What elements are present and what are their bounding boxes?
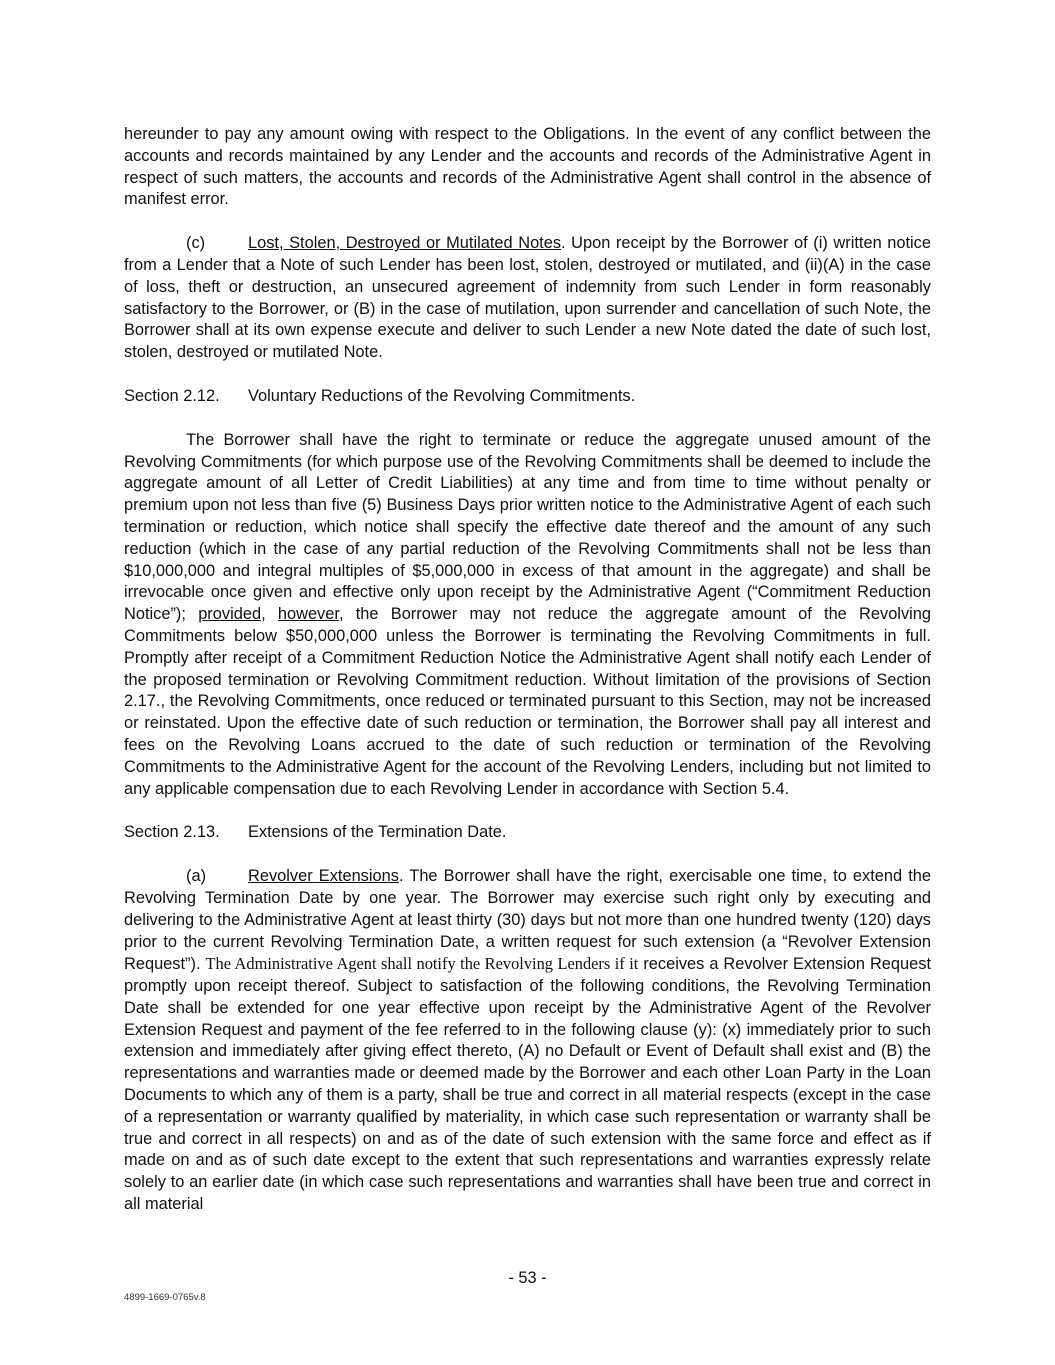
paragraph-a-revolver-extensions	[124, 866, 931, 1216]
comma: ,	[261, 605, 278, 624]
clause-label: (c)	[186, 234, 206, 253]
section-title: Voluntary Reductions of the Revolving Commitments.	[248, 386, 636, 405]
section-number: Section 2.12.	[124, 386, 220, 405]
paragraph-obligations	[124, 124, 931, 211]
provided-term: provided	[198, 605, 262, 624]
clause-label: (a)	[186, 867, 207, 886]
clause-title: Lost, Stolen, Destroyed or Mutilated Notes	[248, 234, 562, 253]
paragraph-text: , the Borrower may not reduce the aggregate amount of the Revolving Commitments below $50,000,000 unless the Borrower is terminating the Revolving Commitments in full. Promptly after receipt of a Commitment Reduction Notice the Administrative Agent shall notify each Lender of the proposed termination or Revolving Commitment reduction. Without limitation of the provisions of Section 2.17., the Revolving Commitments, once reduced or terminated pursuant to this Section, may not be increased or reinstated. Upon the effective date of such reduction or termination, the Borrower shall pay all interest and fees on the Revolving Loans accrued to the date of such reduction or termination of the Revolving Commitments to the Administrative Agent for the account of the Revolving Lenders, including but not limited to any applicable compensation due to each Revolving Lender in accordance with Section 5.4.	[124, 605, 932, 798]
clause-text-serif: The Administrative Agent shall notify the Revolving Lenders if it	[205, 954, 639, 974]
however-term: however	[277, 605, 339, 624]
paragraph-c-lost-notes	[124, 233, 931, 364]
paragraph-voluntary-reductions	[124, 430, 931, 801]
paragraph-text: The Borrower shall have the right to terminate or reduce the aggregate unused amount of the Revolving Commitments (for which purpose use of the Revolving Commitments shall be deemed to include the aggregate amount of all Letter of Credit Liabilities) at any time and from time to time without penalty or premium upon not less than five (5) Business Days prior written notice to the Administrative Agent of each such termination or reduction, which notice shall specify the effective date thereof and the amount of any such reduction (which in the case of any partial reduction of the Revolving Commitments shall not be less than $10,000,000 and integral multiples of $5,000,000 in excess of that amount in the aggregate) and shall be irrevocable once given and effective only upon receipt by the Administrative Agent (“Commitment Reduction Notice”);	[124, 430, 931, 624]
clause-text: . Upon receipt by the Borrower of (i) written notice from a Lender that a Note of such Lender has been lost, stolen, destroyed or mutilated, and (ii)(A) in the case of loss, theft or destruction, an unsecured agreement of indemnity from such Lender in form reasonably satisfactory to the Borrower, or (B) in the case of mutilation, upon surrender and cancellation of such Note, the Borrower shall at its own expense execute and deliver to such Lender a new Note dated the date of such lost, stolen, destroyed or mutilated Note.	[124, 234, 931, 362]
section-number: Section 2.13.	[124, 823, 220, 842]
section-heading-2-12	[124, 386, 931, 408]
document-id: 4899-1669-0765v.8	[124, 1292, 206, 1303]
page-number: - 53 -	[508, 1269, 547, 1287]
clause-text: receives a Revolver Extension Request promptly upon receipt thereof. Subject to satisfaction of the following conditions, the Revolving Termination Date shall be extended for one year effective upon receipt by the Administrative Agent of the Revolver Extension Request and payment of the fee referred to in the following clause (y): (x) immediately prior to such extension and immediately after giving effect thereto, (A) no Default or Event of Default shall exist and (B) the representations and warranties made or deemed made by the Borrower and each other Loan Party in the Loan Documents to which any of them is a party, shall be true and correct in all material respects (except in the case of a representation or warranty qualified by materiality, in which case such representation or warranty shall be true and correct in all respects) on and as of the date of such extension with the same force and effect as if made on and as of such date except to the extent that such representations and warranties expressly relate solely to an earlier date (in which case such representations and warranties shall have been true and correct in all material	[124, 955, 932, 1214]
section-title: Extensions of the Termination Date.	[248, 823, 507, 842]
clause-title: Revolver Extensions	[248, 867, 399, 886]
paragraph-text: hereunder to pay any amount owing with respect to the Obligations. In the event of any conflict between the accounts and records maintained by any Lender and the accounts and records of the Administrative Agent in respect of such matters, the accounts and records of the Administrative Agent shall control in the absence of manifest error.	[124, 125, 931, 209]
clause-text: . The Borrower shall have the right, exercisable one time, to extend the Revolving Termination Date by one year. The Borrower may exercise such right only by executing and delivering to the Administrative Agent at least thirty (30) days but not more than one hundred twenty (120) days prior to the current Revolving Termination Date, a written request for such extension (a “Revolver Extension Request”).	[124, 867, 931, 974]
section-heading-2-13	[124, 822, 931, 844]
document-body	[124, 124, 931, 1238]
